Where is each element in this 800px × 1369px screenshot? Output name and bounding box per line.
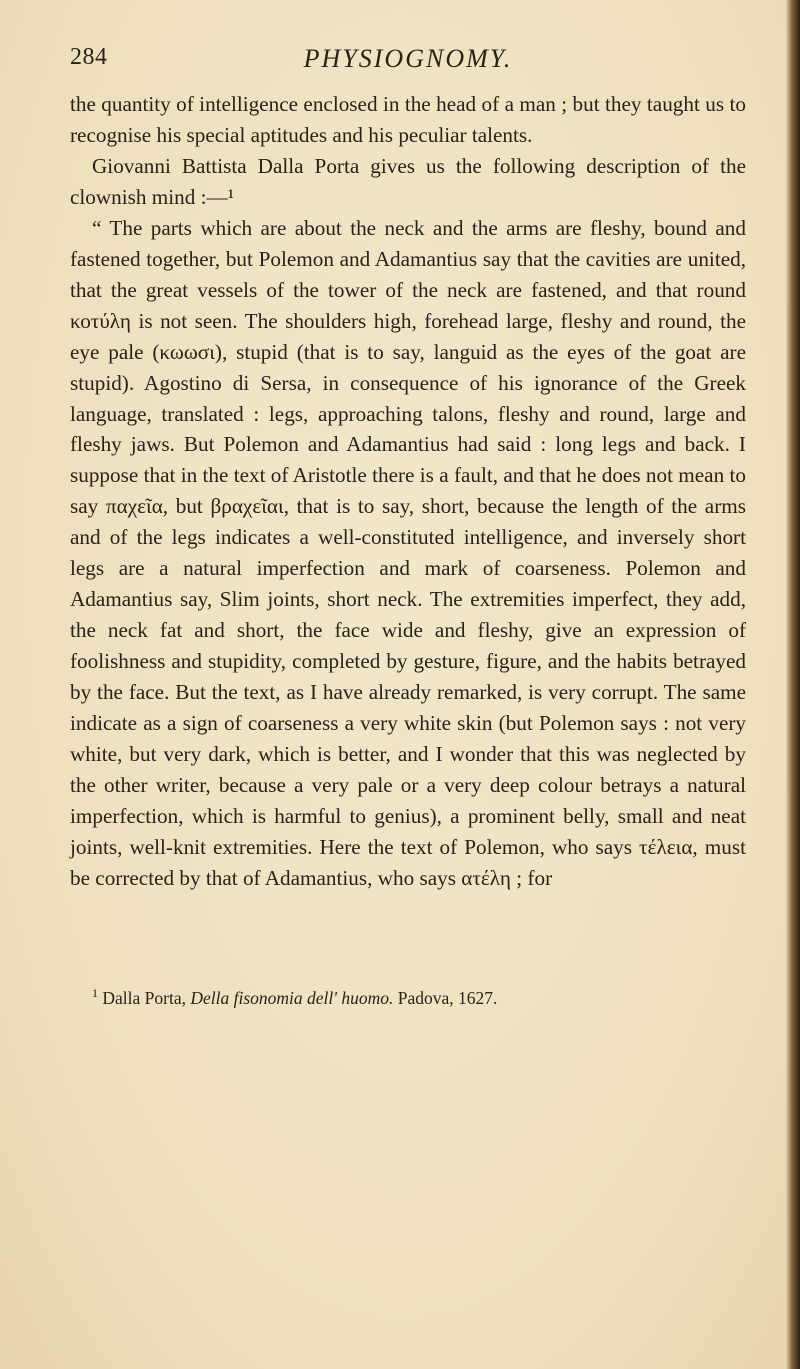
paragraph-2: Giovanni Battista Dalla Porta gives us the following description of the clownish mind :—¹ <box>70 153 746 209</box>
paragraph-3: “ The parts which are about the neck and the arms are fleshy, bound and fastened together, but Polemon and Adamantius say that the cavities are united, that the great vessels of the tower of the neck are fastened, and that round κοτύλη is not seen. The shoulders high, forehead large, fleshy and round, the eye pale (κωωσι), stupid (that is to say, languid as the eyes of the goat are stupid). Agostino di Sersa, in consequence of his ignorance of the Greek language, translated : legs, approaching talons, fleshy and round, large and fleshy jaws. But Polemon and Adamantius had said : long legs and back. I suppose that in the text of Aristotle there is a fault, and that he does not mean to say παχεῖα, but βραχεῖαι, that is to say, short, because the length of the arms and of the legs indicates a well-constituted intelligence, and inversely short legs are a natural imperfection and mark of coarseness. Polemon and Adamantius say, Slim joints, short neck. The extremities imperfect, they add, the neck fat and short, the face wide and fleshy, give an expression of foolishness and stupidity, completed by gesture, figure, and the habits betrayed by the face. But the text, as I have already remarked, is very corrupt. The same indicate as a sign of coarseness a very white skin (but Polemon says : not very white, but very dark, which is better, and I wonder that this was neglected by the other writer, because a very pale or a very deep colour betrays a natural imperfection, which is harmful to genius), a prominent belly, small and neat joints, well-knit extremities. Here the text of Polemon, who says τέλεια, must be corrected by that of Adamantius, who says ατέλη ; for <box>70 215 746 890</box>
page-number: 284 <box>70 44 108 70</box>
page-header <box>70 44 746 84</box>
running-title: PHYSIOGNOMY. <box>303 44 513 73</box>
page-edge-shadow <box>786 0 800 1369</box>
paragraph-1: the quantity of intelligence enclosed in the head of a man ; but they taught us to recognise his special aptitudes and his peculiar talents. <box>70 92 746 147</box>
footnote-author: Dalla Porta, <box>102 988 186 1008</box>
footnote-place-date: Padova, 1627. <box>397 988 498 1008</box>
footnote <box>70 986 746 1010</box>
body-text <box>70 89 746 894</box>
footnote-title: Della fisonomia dell' huomo. <box>190 988 394 1008</box>
footnote-mark: 1 <box>92 986 98 1001</box>
